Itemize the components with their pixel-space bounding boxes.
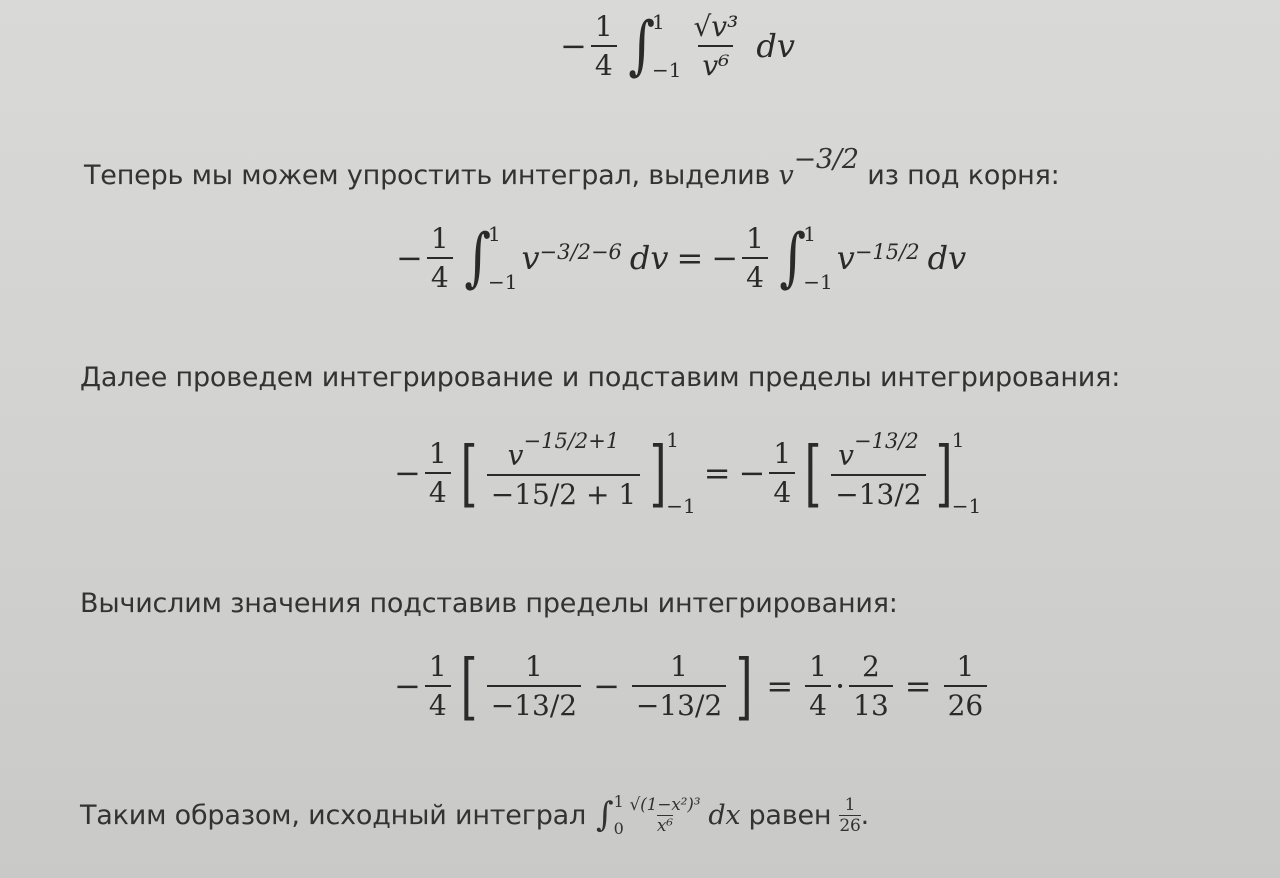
coefficient-fraction: $\frac{1}{4}$ <box>742 222 768 294</box>
equation-2: − $\frac{1}{4}$ ∫ 1 −1 v −3/2−6 dv = − $\frac{1}{4}$ ∫ 1 −1 v −15/2 dv <box>396 221 967 295</box>
paragraph-1: Теперь мы можем упростить интеграл, выделив v−3/2 из под корня: <box>84 144 1060 191</box>
integrand-fraction: $\frac{\text{√(1−x²)³}}{\text{x⁶}}$ <box>629 794 701 836</box>
coefficient-fraction: $\frac{1}{4}$ <box>769 437 795 509</box>
integral-sign: ∫ <box>596 795 614 835</box>
integral-sign: ∫ 1 −1 <box>779 221 833 295</box>
integral-sign: ∫ 1 −1 <box>627 9 682 83</box>
fraction-2: $\frac{1}{-13/2}$ <box>632 650 726 722</box>
fraction-1: $\frac{1}{-13/2}$ <box>487 650 581 722</box>
coefficient-fraction: $\frac{1}{4}$ <box>425 437 451 509</box>
paragraph-3: Вычислим значения подставив пределы интегрирования: <box>80 588 898 619</box>
result-fraction: $\frac{1}{26}$ <box>839 794 861 836</box>
fraction-3: $\frac{1}{4}$ <box>805 650 831 722</box>
minus-sign: − <box>560 27 587 65</box>
fraction-4: $\frac{2}{13}$ <box>849 650 893 722</box>
paragraph-4: Таким образом, исходный интеграл ∫ 1 0 $\frac{\text{√(1−x²)³}}{\text{x⁶}}$ dx равен $\frac{1}{26}$ . <box>80 792 869 838</box>
equation-3: − $\frac{1}{4}$ [ $\frac{v^{-15/2+1}}{-15/2 + 1}$ ] 1 −1 = − $\frac{1}{4}$ [ $\frac{v^{-13/2}}{-13/2}$ ] 1 −1 <box>394 428 982 518</box>
antiderivative-left: $\frac{v^{-15/2+1}}{-15/2 + 1}$ <box>487 435 640 510</box>
coefficient-fraction: $\frac{1}{4}$ <box>427 222 453 294</box>
equation-1 <box>560 10 795 82</box>
coefficient-fraction: $\frac{1}{4}$ <box>425 650 451 722</box>
integrand-fraction: $\frac{\text{√v³}}{\text{v⁶}}$ <box>693 10 739 82</box>
coefficient-fraction: $\frac{1}{4}$ <box>591 10 617 82</box>
equation-4: − $\frac{1}{4}$ [ $\frac{1}{-13/2}$ − $\frac{1}{-13/2}$ ] = $\frac{1}{4}$ · $\frac{2}{13}$ = $\frac{1}{26}$ <box>394 650 991 722</box>
paragraph-2: Далее проведем интегрирование и подставим пределы интегрирования: <box>80 362 1121 393</box>
result-fraction: $\frac{1}{26}$ <box>944 650 988 722</box>
integral-sign: ∫ 1 −1 <box>463 221 518 295</box>
differential: dv <box>756 27 795 65</box>
antiderivative-right: $\frac{v^{-13/2}}{-13/2}$ <box>831 435 925 510</box>
